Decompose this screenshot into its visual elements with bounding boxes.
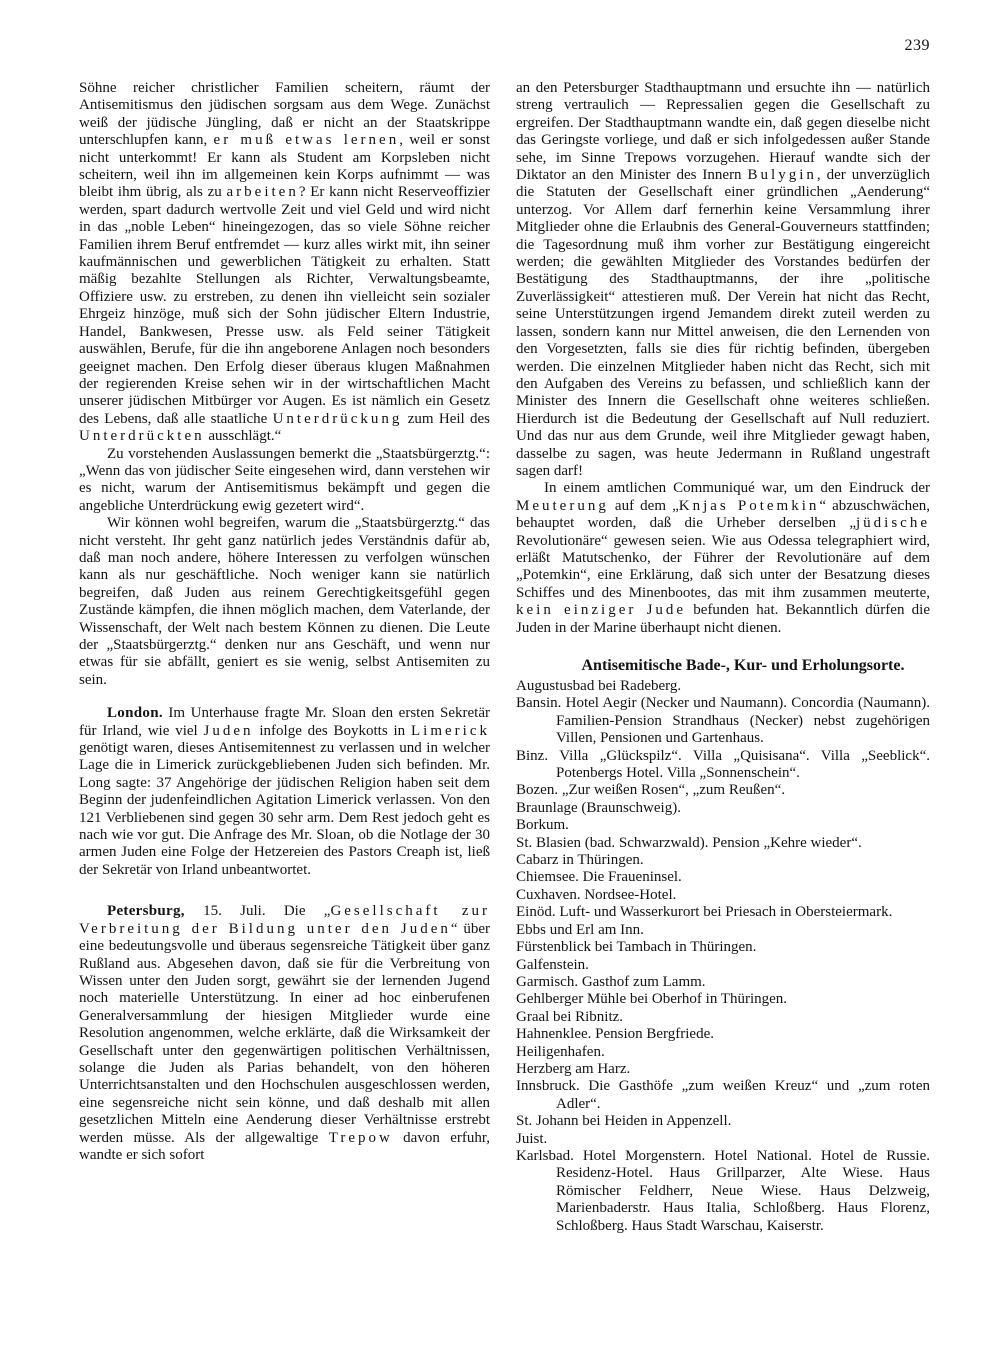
emphasized-text: jüdische xyxy=(856,515,930,532)
article-paragraph xyxy=(79,903,490,1164)
page-number: 239 xyxy=(904,37,930,54)
resort-entry: Hahnenklee. Pension Bergfriede. xyxy=(516,1026,714,1043)
resort-entry: Karlsbad. Hotel Morgenstern. Hotel National. Hotel de Russie. Residenz-Hotel. Haus Grillparzer, Alte Wiese. Haus Römischer Feldherr, Neue Wiese. Haus Delzweig, Marienbaderstr. Haus Italia, Schloßberg. Haus Florenz, Schloßberg. Haus Stadt Warschau, Kaiserstr. xyxy=(516,1147,930,1234)
emphasized-text: er muß etwas lernen xyxy=(213,132,400,149)
text-run: auf dem „ xyxy=(608,497,679,514)
resort-entry: Binz. Villa „Glückspilz“. Villa „Quisisana“. Villa „Seeblick“. Potenbergs Hotel. Villa „Sonnenschein“. xyxy=(516,747,930,782)
resort-entry: Juist. xyxy=(516,1130,548,1147)
dateline: London. xyxy=(107,705,163,722)
emphasized-text: Unterdrückung xyxy=(272,410,403,427)
resort-entry: Borkum. xyxy=(516,817,569,834)
article-paragraph xyxy=(516,480,930,637)
resort-entry: Einöd. Luft- und Wasserkurort bei Priesach in Obersteiermark. xyxy=(516,904,893,921)
resort-entry: Cuxhaven. Nordsee-Hotel. xyxy=(516,886,677,903)
resort-entry: Heiligenhafen. xyxy=(516,1043,605,1060)
text-run: Im Unterhause fragte Mr. Sloan den ersten Sekretär für Irland, wie viel xyxy=(79,705,490,739)
text-run: Söhne reicher christlicher Familien scheitern, räumt der Antisemitismus den jüdischen sorgsam aus dem Wege. Zunächst weiß der jüdische Jüngling, daß er nicht an der Staatskrippe unterschlupfen kann, xyxy=(79,80,490,149)
resort-entry: Cabarz in Thüringen. xyxy=(516,852,644,869)
article-paragraph xyxy=(79,80,490,446)
text-run: Wir können wohl begreifen, warum die „Staatsbürgerztg.“ das nicht versteht. Ihr geht ganz natürlich jedes Verständnis dafür ab, daß man noch andere, höhere Interessen zu verfolgen wünschen kann als nur geschäftliche. Noch weniger kann sie natürlich begreifen, daß Juden aus reinem Gerechtigkeitsgefühl gegen Zustände kämpfen, die ihnen möglich machen, dem Vaterlande, der Wissenschaft, der Welt nach bestem Können zu dienen. Die Leute der „Staatsbürgerztg.“ denken nur ans Geschäft, und wenn nur etwas für sie abfällt, geniert es sie wenig, selbst Antisemiten zu sein. xyxy=(79,515,490,688)
resort-entry: Ebbs und Erl am Inn. xyxy=(516,921,644,938)
resort-list xyxy=(516,678,930,1235)
text-run: , der unverzüglich die Statuten der Gesellschaft einer gründlichen „Aenderung“ unterzog. Vor Allem darf fernerhin keine Versammlung ihrer Mitglieder ohne die Erlaubnis des General-Gouverneurs stattfinden; die Tagesordnung muß ihm vorher zur Bestätigung eingereicht werden; die gewählten Mitglieder des Vorstandes bedürfen der Bestätigung des Stadthauptmanns, der ihre „politische Zuverlässigkeit“ attestieren muß. Der Verein hat nicht das Recht, seine Unterstützungen irgend Jemandem direkt zuteil werden zu lassen, sondern kann nur Mittel anweisen, die den Lernenden von den Vorgesetzten, falls sie dies für richtig befinden, übergeben werden. Die einzelnen Mitglieder haben nicht das Recht, sich mit den Aufgaben des Vereins zu befassen, und schließlich kann der Minister des Innern die Gesellschaft ohne weiteres schließen. Hierdurch ist die Bedeutung der Gesellschaft auf Null reduziert. Und das nur aus dem Grunde, weil ihre Mitglieder gewagt haben, dasselbe zu sagen, was heute Jedermann in Rußland ungestraft sagen darf! xyxy=(516,167,930,479)
resort-entry: Augustusbad bei Radeberg. xyxy=(516,678,682,694)
emphasized-text: Bulygin xyxy=(747,167,817,184)
text-run: an den Petersburger Stadthauptmann und ersuchte ihn — natürlich streng vertraulich — Repressalien gegen die Gesellschaft zu ergreifen. Der Stadthauptmann wandte ein, daß gegen dieselbe nicht das Geringste vorliege, und daß er sich infolgedessen außer Stande sehe, im Sinne Trepows vorzugehen. Hierauf wandte sich der Diktator an den Minister des Innern xyxy=(516,80,930,184)
resort-entry: Chiemsee. Die Fraueninsel. xyxy=(516,869,682,886)
emphasized-text: Juden xyxy=(203,722,254,739)
emphasized-text: arbeiten xyxy=(226,184,299,201)
resort-entry: Braunlage (Braunschweig). xyxy=(516,799,681,816)
dateline: Petersburg, xyxy=(107,903,185,920)
text-run: “ über eine bedeutungsvolle und überaus segensreiche Tätigkeit über ganz Rußland aus. Abgesehen davon, daß sie für die Verbreitung von Wissen unter den Juden sorgt, gewährt sie der lernenden Jugend noch materielle Unterstützung. In einer ad hoc einberufenen Generalversammlung der hiesigen Mitglieder wurde eine Resolution angenommen, welche erklärte, daß die Wirksamkeit der Gesellschaft unter den gegenwärtigen politischen Verhältnissen, solange die Juden als Parias behandelt, von den höheren Unterrichtsanstalten und den Hochschulen ausgeschlossen werden, eine segensreiche nicht sein könne, und daß deshalb mit allen gesetzlichen Mitteln eine Aenderung dieser Verhältnisse erstrebt werden müsse. Als der allgewaltige xyxy=(79,920,491,1146)
text-run: , weil er sonst nicht unterkommt! Er kann als Student am Korpsleben nicht scheitern, weil ihn im allgemeinen kein Korps aufnimmt — was bleibt ihm übrig, als zu xyxy=(79,132,490,201)
resort-entry: Fürstenblick bei Tambach in Thüringen. xyxy=(516,939,757,956)
resort-entry: Graal bei Ribnitz. xyxy=(516,1008,624,1025)
article-paragraph xyxy=(79,446,490,516)
text-run: zum Heil des xyxy=(402,410,490,427)
text-run: Zu vorstehenden Auslassungen bemerkt die „Staatsbürgerztg.“: „Wenn das von jüdischer Seite eingesehen wird, dann verstehen wir es nicht, warum der Antisemitismus bekämpft und gegen die angebliche Unterdrückung ewig gezetert wird“. xyxy=(79,445,490,514)
left-column-articles xyxy=(79,80,490,1164)
emphasized-text: Unterdrückten xyxy=(79,428,205,445)
resort-entry: Bansin. Hotel Aegir (Necker und Naumann). Concordia (Naumann). Familien-Pension Strandhaus (Necker) nebst zugehörigen Villen, Pensionen und Gartenhaus. xyxy=(516,695,930,747)
text-run: befunden hat. Bekanntlich dürfen die Juden in der Marine überhaupt nicht dienen. xyxy=(516,602,930,636)
text-run: 15. Juli. Die „ xyxy=(184,903,331,920)
article-paragraph xyxy=(516,80,930,480)
text-run: In einem amtlichen Communiqué war, um den Eindruck der xyxy=(544,480,930,497)
text-run: davon erfuhr, wandte er sich sofort xyxy=(79,1129,490,1163)
resort-entry: St. Johann bei Heiden in Appenzell. xyxy=(516,1113,732,1130)
resort-entry: Herzberg am Harz. xyxy=(516,1060,631,1077)
text-run: ausschlägt.“ xyxy=(204,428,282,445)
text-run: “ abzuschwächen, behauptet worden, daß die Urheber derselben „ xyxy=(516,497,930,532)
resort-entry: Garmisch. Gasthof zum Lamm. xyxy=(516,973,706,990)
resort-list-heading: Antisemitische Bade-, Kur- und Erholungsorte. xyxy=(581,657,905,674)
right-column-articles xyxy=(516,80,930,637)
resort-entry: Galfenstein. xyxy=(516,956,589,973)
right-column xyxy=(516,80,930,1235)
article-paragraph xyxy=(79,515,490,689)
text-run: genötigt waren, dieses Antisemitennest zu verlassen und in welcher Lage die in Limerick zurückgebliebenen Juden sich befinden. Mr. Long sagte: 37 Angehörige der jüdischen Religion haben seit dem Beginn der judenfeindlichen Agitation Limerick verlassen. Von den 121 Verbliebenen sind gegen 30 sehr arm. Dem Rest jedoch geht es nach wie vor gut. Die Anfrage des Mr. Sloan, ob die Notlage der 30 armen Juden eine Folge der Hetzereien des Pastors Creaph ist, ließ der Sekretär von Irland unbeantwortet. xyxy=(79,740,490,878)
emphasized-text: Trepow xyxy=(328,1129,393,1146)
resort-entry: Innsbruck. Die Gasthöfe „zum weißen Kreuz“ und „zum roten Adler“. xyxy=(516,1078,930,1112)
text-run: Revolutionäre“ gewesen seien. Wie aus Odessa telegraphiert wird, erläßt Matutschenko, der Führer der Revolutionäre auf dem „Potemkin“, eine Erklärung, daß sich unter der Besatzung dieses Schiffes und des Minenbootes, das mit ihm zusammen meuterte, xyxy=(516,532,930,601)
article-paragraph xyxy=(79,705,490,879)
text-run: infolge des Boykotts in xyxy=(253,722,412,739)
emphasized-text: Knjas Potemkin xyxy=(678,497,820,514)
resort-entry: Gehlberger Mühle bei Oberhof in Thüringen. xyxy=(516,991,788,1008)
text-run: ? Er kann nicht Reserveoffizier werden, spart dadurch wertvolle Zeit und viel Geld und wird nicht in das „noble Leben“ hineingezogen, das so viele Söhne reicher Familien ihrem Beruf entfremdet — kurz alles wirkt mit, ihn seiner kaufmännischen und gewerblichen Tätigkeit zu erhalten. Statt mäßig bezahlte Stellungen als Richter, Verwaltungsbeamte, Offiziere usw. zu erstreben, zu denen ihn vielleicht sein sozialer Ehrgeiz hinzöge, muß sich der Sohn jüdischer Eltern Industrie, Handel, Bankwesen, Presse usw. als Feld seiner Tätigkeit auswählen, Berufe, für die ihn angeborene Anlagen noch besonders geeignet machen. Den Erfolg dieser überaus klugen Maßnahmen der regierenden Kreise sehen wir in der wirtschaftlichen Macht unserer jüdischen Mitbürger vor Augen. Es ist nämlich ein Gesetz des Lebens, daß alle staatliche xyxy=(79,184,490,427)
emphasized-text: Meuterung xyxy=(516,497,609,514)
resort-entry: Bozen. „Zur weißen Rosen“, „zum Reußen“. xyxy=(516,782,786,799)
emphasized-text: kein einziger Jude xyxy=(516,602,687,619)
resort-entry: St. Blasien (bad. Schwarzwald). Pension „Kehre wieder“. xyxy=(516,834,862,851)
left-column xyxy=(79,80,490,1164)
emphasized-text: Limerick xyxy=(411,722,490,739)
emphasized-text: Gesellschaft zur Verbreitung der Bildung unter den Juden xyxy=(79,903,490,937)
